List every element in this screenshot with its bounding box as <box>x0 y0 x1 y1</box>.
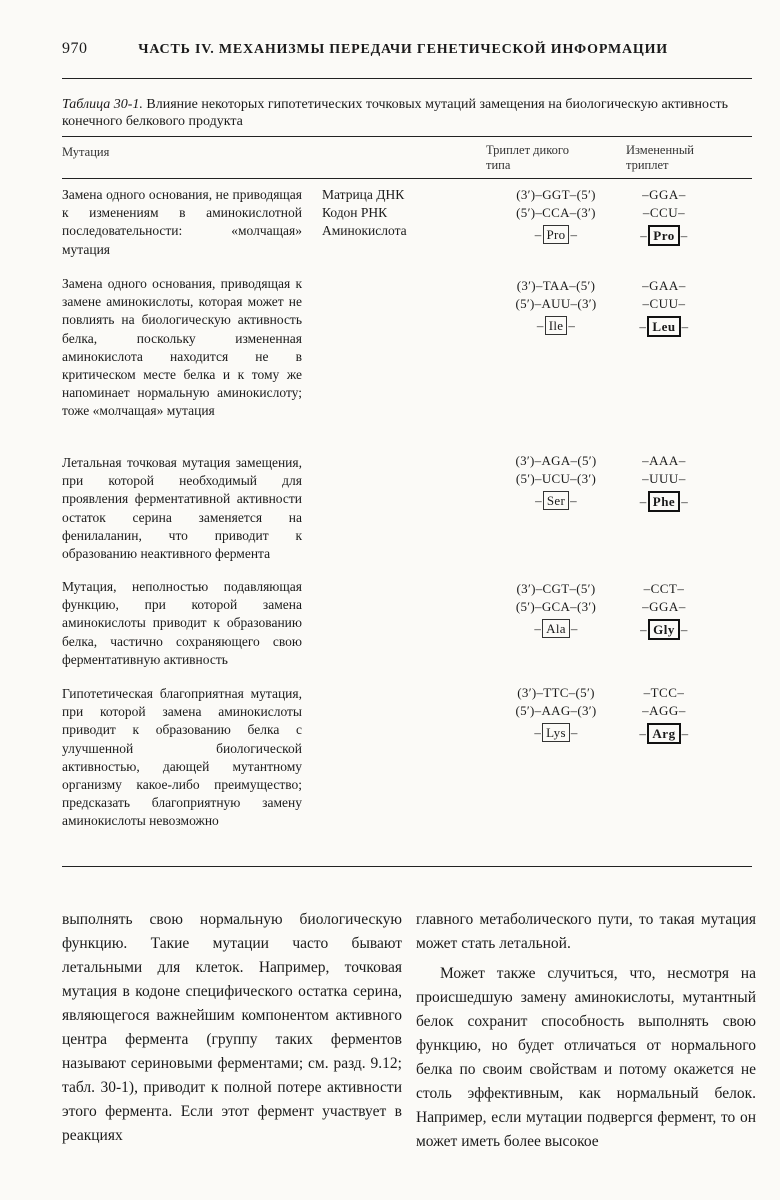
wild-rna-1: (5′)–CCA–(3′) <box>516 205 596 220</box>
page-number: 970 <box>62 40 88 57</box>
mut-dna-5: –TCC– <box>643 685 685 700</box>
table-bottom-rule <box>62 866 752 867</box>
wild-triplet-1: (3′)–GGT–(5′) (5′)–CCA–(3′) – Pro – <box>500 186 612 244</box>
label-rna-codon: Кодон РНК <box>322 205 388 220</box>
body-right-paragraph-1: главного метаболического пути, то такая мутация может стать летальной. <box>416 911 756 952</box>
mutant-triplet-1: –GGA– –CCU– – Pro – <box>622 186 706 246</box>
column-header-wild-triplet: Триплет дикого типа <box>486 143 569 172</box>
mut-aa-4: Gly <box>648 619 680 640</box>
mut-aa-2: Leu <box>647 316 680 337</box>
table-caption-text: Влияние некоторых гипотетических точковых мутаций замещения на биологическую активность конечного белкового продукта <box>62 97 729 129</box>
mut-dna-2: –GAA– <box>642 278 686 293</box>
mutant-triplet-4: –CCT– –GGA– – Gly – <box>622 580 706 640</box>
column-header-mutation: Мутация <box>62 145 110 159</box>
wild-triplet-4: (3′)–CGT–(5′) (5′)–GCA–(3′) – Ala – <box>500 580 612 638</box>
header-rule <box>62 78 752 79</box>
mutation-description-3: Летальная точковая мутация замещения, при которой необходимый для проявления ферментативной активности остаток серина заменяется на фенилаланин, что приводит к образованию неактивного фермента <box>62 455 302 562</box>
body-left-paragraph: выполнять свою нормальную биологическую функцию. Такие мутации часто бывают летальными для клеток. Например, точковая мутация в кодоне специфического остатка серина, являющегося важнейшим компонентом активного центра фермента (группу таких ферментов называют сериновыми ферментами; см. разд. 9.12; табл. 30-1), приводит к полной потере активности этого фермента. Если этот фермент участвует в реакциях <box>62 911 402 1144</box>
mut-dna-4: –CCT– <box>643 581 685 596</box>
wild-rna-3: (5′)–UCU–(3′) <box>515 471 597 486</box>
column-header-changed-triplet: Измененный триплет <box>626 143 694 172</box>
wild-triplet-5: (3′)–TTC–(5′) (5′)–AAG–(3′) – Lys – <box>500 684 612 742</box>
mut-rna-2: –CUU– <box>642 296 686 311</box>
mutation-description-2: Замена одного основания, приводящая к замене аминокислоты, которая может не повлиять на биологическую активность белка, поскольку измененная аминокислота находится не в критическом месте белка и к тому же напоминает нормальную аминокислоту; тоже «молчащая» мутация <box>62 276 302 419</box>
mut-rna-3: –UUU– <box>642 471 686 486</box>
running-title: ЧАСТЬ IV. МЕХАНИЗМЫ ПЕРЕДАЧИ ГЕНЕТИЧЕСКОЙ ИНФОРМАЦИИ <box>138 42 668 57</box>
mut-aa-5: Arg <box>647 723 680 744</box>
table-top-rule <box>62 136 752 137</box>
wild-triplet-3: (3′)–AGA–(5′) (5′)–UCU–(3′) – Ser – <box>500 452 612 510</box>
table-caption <box>62 96 752 130</box>
wild-rna-5: (5′)–AAG–(3′) <box>515 703 597 718</box>
wild-aa-4: Ala <box>542 619 570 638</box>
wild-rna-4: (5′)–GCA–(3′) <box>515 599 597 614</box>
mutation-description-1: Замена одного основания, не приводящая к изменениям в аминокислотной последовательности: «молчащая» мутация <box>62 187 302 257</box>
wild-dna-2: (3′)–TAA–(5′) <box>516 278 596 293</box>
mutant-triplet-3: –AAA– –UUU– – Phe – <box>622 452 706 512</box>
body-left-column <box>62 908 402 1148</box>
mutant-triplet-2: –GAA– –CUU– – Leu – <box>622 277 706 337</box>
wild-aa-2: Ile <box>545 316 568 335</box>
mut-rna-1: –CCU– <box>642 205 686 220</box>
wild-aa-1: Pro <box>543 225 570 244</box>
body-right-paragraph-2: Может также случиться, что, несмотря на происшедшую замену аминокислоты, мутантный белок сохранит способность выполнять свою функцию, но будет отличаться от нормального белка по своим свойствам и потому окажется не столь эффективным, как нормальный белок. Например, если мутации подвергся фермент, то он может иметь более высокое <box>416 965 756 1150</box>
row-type-labels <box>322 186 407 240</box>
table-header-rule <box>62 178 752 179</box>
wild-dna-1: (3′)–GGT–(5′) <box>516 187 596 202</box>
wild-dna-3: (3′)–AGA–(5′) <box>515 453 597 468</box>
label-amino-acid: Аминокислота <box>322 223 407 238</box>
mutation-description-4: Мутация, неполностью подавляющая функцию, при которой замена аминокислоты приводит к образованию белка, частично сохраняющего свою ферментативную активность <box>62 579 302 667</box>
wild-dna-4: (3′)–CGT–(5′) <box>516 581 596 596</box>
mut-rna-5: –AGG– <box>642 703 686 718</box>
mut-aa-1: Pro <box>648 225 679 246</box>
wild-triplet-2: (3′)–TAA–(5′) (5′)–AUU–(3′) – Ile – <box>500 277 612 335</box>
mut-aa-3: Phe <box>648 491 680 512</box>
wild-rna-2: (5′)–AUU–(3′) <box>515 296 597 311</box>
mut-dna-1: –GGA– <box>642 187 686 202</box>
mut-dna-3: –AAA– <box>642 453 686 468</box>
table-caption-label: Таблица 30-1. <box>62 97 143 112</box>
body-right-column <box>416 908 756 1154</box>
mut-rna-4: –GGA– <box>642 599 686 614</box>
label-dna-template: Матрица ДНК <box>322 187 405 202</box>
mutant-triplet-5: –TCC– –AGG– – Arg – <box>622 684 706 744</box>
mutation-description-5: Гипотетическая благоприятная мутация, при которой замена аминокислоты приводит к образованию белка с улучшенной биологической активностью, дающей мутантному организму какое-либо преимущество; предсказать благоприятную замену аминокислоты невозможно <box>62 686 302 829</box>
wild-aa-3: Ser <box>543 491 569 510</box>
running-header <box>62 40 752 58</box>
wild-dna-5: (3′)–TTC–(5′) <box>517 685 595 700</box>
wild-aa-5: Lys <box>542 723 570 742</box>
